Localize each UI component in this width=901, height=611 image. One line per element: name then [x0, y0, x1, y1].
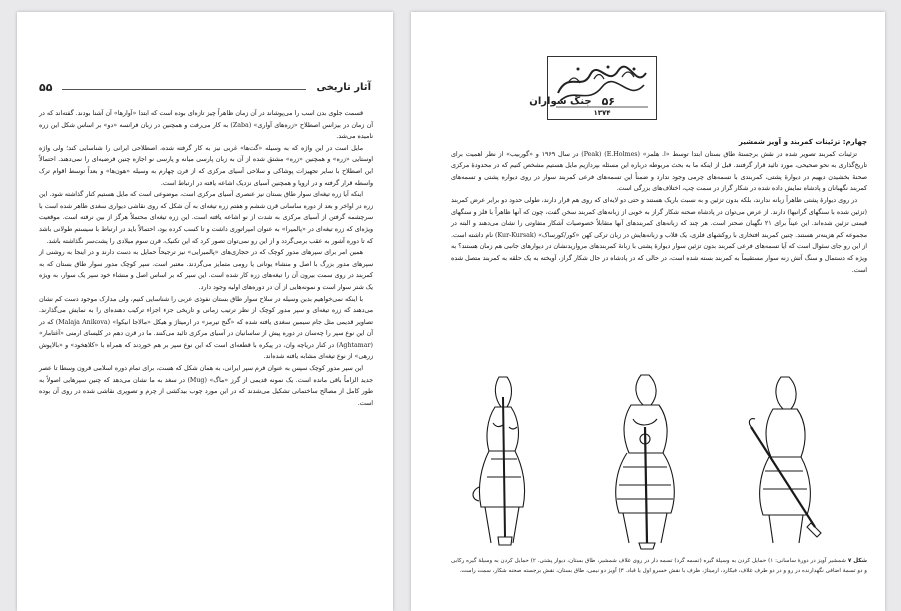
paragraph: اینکه آیا زره تیغه‌ای سوار طاق بستان نیز عنصری آسیای مرکزی است، موضوعی است که مایل هستیم کنار گذاشته شود. این زره در اواخر و بعد از دوره ساسانی قرن ششم و هفتم زره تیغه‌ای به آن شکل که روی نقاشی دیواری سغدی ظاهر شده است با سرچشمه گرفتن از آسیای مرکزی به شدت از نو اشاعه یافته است. این زره تیغه‌ای محتملاً هرگز از بین نرفته است. موقعیت ویژه‌ای که زره تیغه‌ای در «پالمیرا» به عنوان امپراتوری داشت و تا کسب کرده بود، احتمالاً باید در ارتباط با سیستم طولانی باشد که تا دوره آشور به عقب برمی‌گردد و از این رو نمی‌توان تصور کرد که این تکنیک، قرن سوم میلادی را پشت‌سر نگذاشته باشد.	[39, 191, 373, 245]
running-title: جنگ سواران	[529, 95, 592, 107]
page-number: ۵۵	[39, 80, 53, 94]
header-rule	[62, 89, 306, 90]
page-header	[39, 78, 371, 96]
drawing-2	[616, 375, 675, 549]
caption-text: شمشیر آویز در دورهٔ ساسانی: ۱) حمایل کردن به وسیلهٔ گیره (تسمه گرد) تسمه دار در روی غلاف شمشیر، طاق بستان، دیوار پشتی. ۲) حمایل کردن به وسیلهٔ گیره رکابی و دو تسمهٔ اضافی نگهدارنده در رو و در دو طرف غلاف، فیکارد، ارمیتاژ، ظرف با نقش خسرو اول یا قباد. ۳) آویز دو نیمی، طاق بستان، نقش برجسته صحنه شکار، سمت راست.	[451, 558, 867, 574]
paragraph: همین امر برای سپرهای مدور کوچک که در حجاری‌های «پالمیرایی» نیز ترجیحاً حمایل به دست دارند و در اینجا به روشنی از سپرهای مدور بزرگ با اصل و منشاء یونانی یا رومی متمایز می‌گردند. معتبر است. سپر کوچک مدور سوار طاق بستان که به کمربند در روی سمت بیرون آن را تیغه‌های زره کار شده است. این سپر که بر اساس اصل و منشاء خود سپر یک سوار، به ویژه یک شتر سوار است و نمونه‌هایی از آن در دوره‌های اولیه وجود دارد.	[39, 249, 373, 291]
caption-label: شکل ۷	[847, 558, 867, 564]
drawing-3	[749, 377, 821, 543]
paragraph: تزئینات کمربند تصویر شده در نقش برجستهٔ طاق بستان ابتدا توسط «ا. هلمز» (E.Holmes) (Peak) در سال ۱۹۶۹ و «گوربیب» از نظر اهمیت برای تاریخ‌گذاری به نحو صحیحی، مورد تائید قرار گرفتند. قبل از اینکه ما به بحث مربوطه درباره این مسئله بپردازیم مایل هستیم مشخص کنیم که در محدودهٔ مرکزی صحنهٔ بخشیدن دیهیم در دیوارهٔ پشتی، کمربندی با تسمه‌های چرمی وجود ندارد و ضمناً این تسمه‌های فرعی کمربند سوار در روی دیواره پشتی و تسمه‌های کمربند نگهبانان و پادشاه نمایش داده شده در شکار گراز در سمت چپ، اختلاف‌های بزرگی است.	[451, 150, 867, 193]
drawing-1	[473, 377, 525, 545]
paragraph: در روی دیوارهٔ پشتی ظاهراً زبانه ندارند، بلکه بدون تزئین و به نسبت باریک هستند و حتی دو لایه‌ای که روی هم قرار دارند، طولی حدود دو برابر عرض کمربند (تزئین شده با سنگهای گرانبها) دارند. از عرض می‌توان در پادشاه صحنه شکار گراز به خوبی از زبانه‌های کمربند سخن گفت، چون که آنها ظاهراً با فلز و سنگهای قیمتی تزئین شده‌اند. این عیناً برای ۲۱ نگهبان صحتر است. هر چند که زبانه‌های کمربندهای آنها متقابلاً خصوصیات آشکار متفاوتی را نشان می‌دهند و البته در مجموعه کم هزینه‌تر هستند. چنین کمربند افتخاری با روکشهای فلزی، یک قلاب و زبانه‌هایش در زبان ترکی کهن «کور/کورساک» (Kur-Kursak) نام داشته است. از این رو جای سئوال است که آیا تسمه‌های فرعی کمربند بدون تزئین سوار دیوارهٔ پشتی با زبانهٔ کمربندهای مرواریدنشان در دیوارهای جانبی هم زمان هستند؟ به ویژه که دستمال و سنگ آتش زنه سوار مستقیماً به کمربند بسته شده است، در حالی که در پادشاه در حال شکار گراز، آویخته به یک حلقه به کمربند متصل شده است.	[451, 196, 868, 274]
body-text	[451, 137, 867, 276]
paragraph: قسمت جلوی بدن اسب را می‌پوشاند در آن زمان ظاهراً چیز تازه‌ای بوده است که ابتدا «آوارها» آن آشنا بودند. گفته‌اند که در آن زمان در بیزانس اصطلاح «زره‌های آواری» (Zaba) به کار می‌رفت و همچنین در زبان فرانسه «دو» بر اساس شکل این زره نامیده می‌شد.	[39, 110, 373, 141]
page-number: ۵۶	[601, 94, 615, 108]
logo-year: ۱۳۷۴	[593, 109, 611, 117]
figure-caption	[451, 557, 867, 576]
left-page	[17, 12, 393, 611]
sword-belt-drawings	[451, 367, 867, 552]
page-header	[451, 92, 615, 110]
publisher-logo	[547, 56, 657, 120]
figure-illustration	[451, 367, 867, 552]
paragraph: با اینکه نمی‌خواهیم بدین وسیله در سلاح سوار طاق بستان نفوذی عربی را شناسایی کنیم، ولی مدارک موجود دست کم نشان می‌دهند که زره تیغه‌ای و سپر مدور کوچک از نظر ترتیب زمانی و تاریخی جزء اجزاء ترکیب دهنده‌ای را به نمایش می‌گذارند. تصاویر قدیمی مثل جام سیمین سغدی یافته شده که «گنج تیرمز» در ارمیتاژ و هیکل «مالاجا انیکوا» (Malaja Anikova) که در آن این نوع سپر را چه‌سان در دوره پیش از ساسانیان در آسیای مرکزی تائید می‌کنند. ما در قرن دهم در کلیسای ارمنی «آغتامار» (Aghtamar) در کنار دریاچه وان، در پیکره با قطعه‌ای است که این نوع سپر بر هم خوردند که همراه با «کلاهخود» و «بالاپوش زرهی» از نوع تیغه‌ای مشابه یافته شده‌اند.	[39, 295, 373, 361]
body-text	[39, 108, 373, 409]
paragraph: مایل است در این واژه که به وسیله «گت‌ها» غربی نیز به کار گرفته شده، اصطلاحی ایرانی را شناسایی کند؛ ولی واژه اوستایی «زره» و همچنین «زره» مشتق شده از آن به زبان پارسی میانه و پارسی نو اجازه چنین فرضیه‌ای را نمی‌دهند. احتمالاً این اصطلاح با سایر تجهیزات پوشاکی و سلاحی آسیای مرکزی که از قرن چهارم به وسیله «هون‌ها» و بعداً توسط اقوام ترک واسطه قرار گرفته و در اروپا و همچنین آسیای نزدیک اشاعه یافته در ارتباط است.	[39, 144, 373, 187]
right-page	[411, 12, 885, 611]
section-heading: چهارم: تزئینات کمربند و آویز شمشیر	[738, 138, 867, 146]
paragraph: این سپر مدور کوچک سپس به عنوان فرم سپر ایرانی، به همان شکل که هست، برای تمام دوره اسلامی قرون وسطا تا عصر جدید الزاماً باقی مانده است. یک نمونه قدیمی از گرز «ماگ» (Mug) در سغد به ما نشان می‌دهد که چنین سپرهایی اصولاً به طور کامل از مصالح ساختمانی تشکیل می‌شدند که در این مورد چوب بیدکشی از چرم و تصویری نقاشی شده در روی آن بوده است.	[39, 365, 373, 407]
running-title: آثار تاریخی	[316, 81, 371, 93]
